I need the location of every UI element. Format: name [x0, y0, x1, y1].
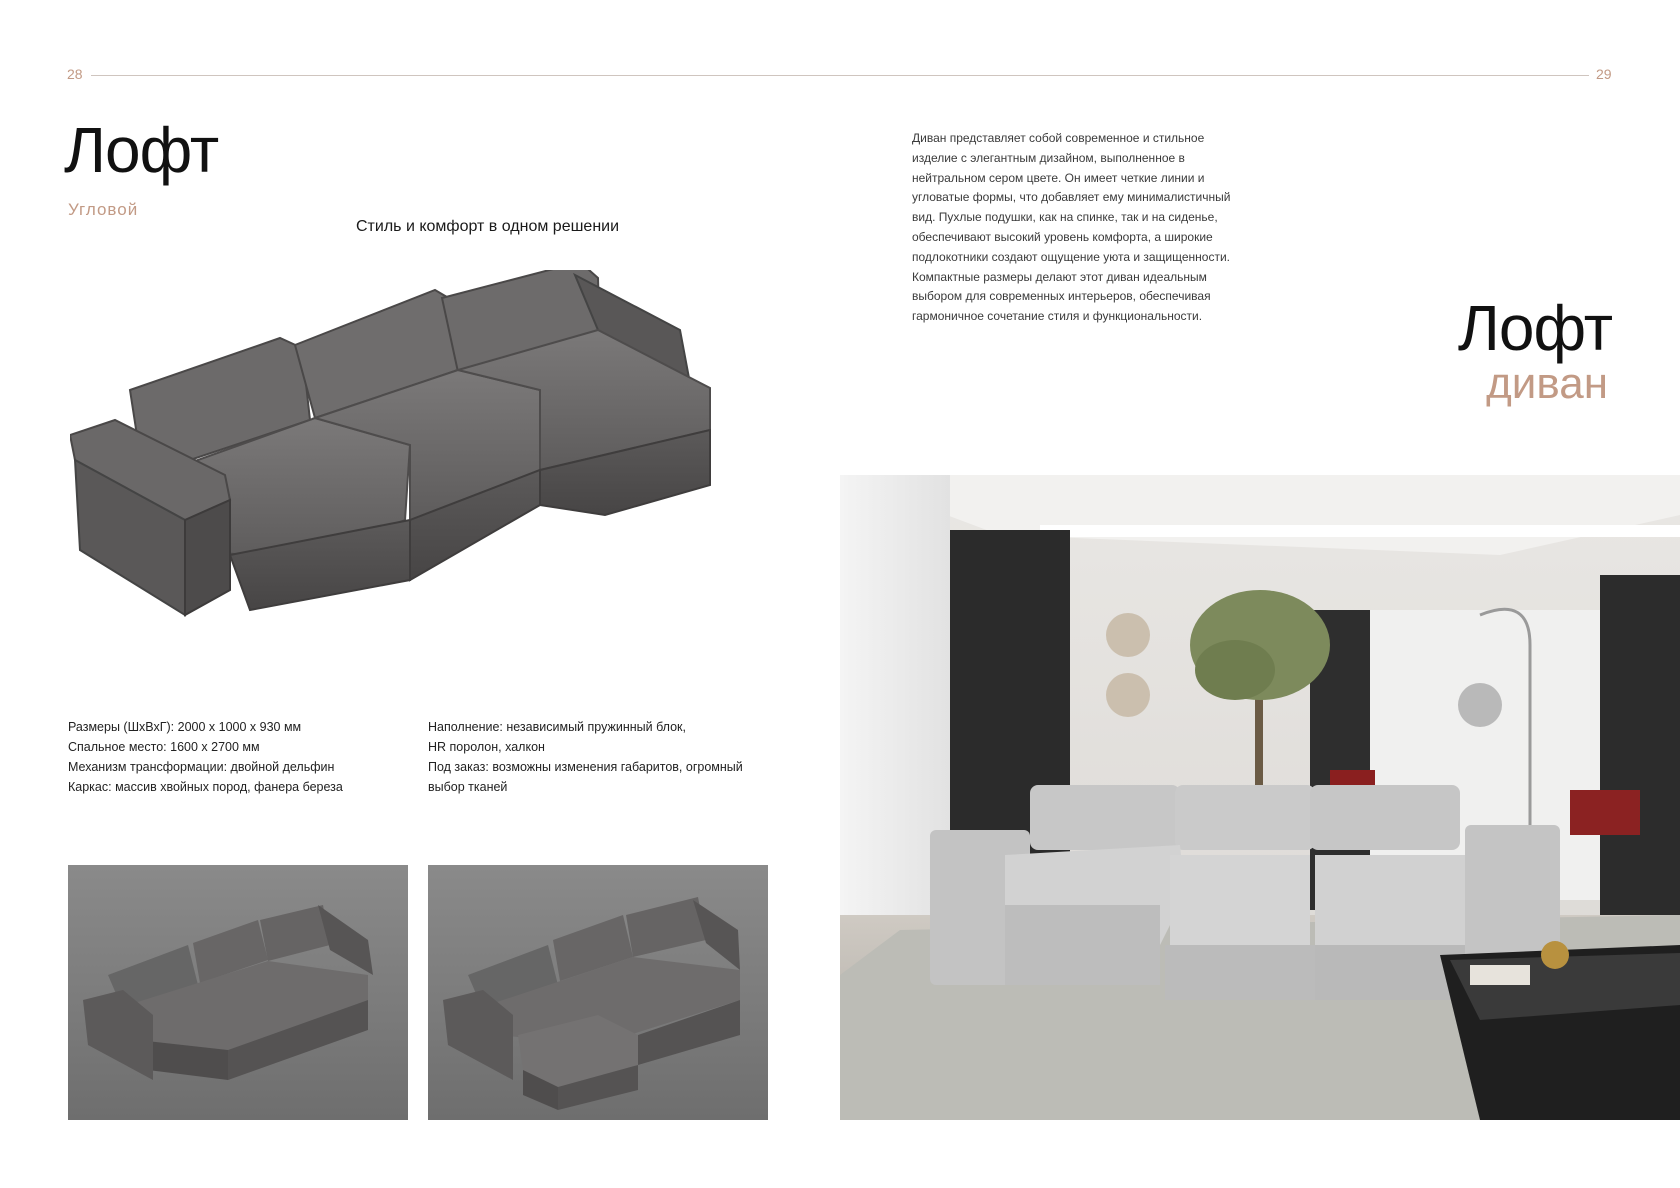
product-subtitle: Угловой	[68, 200, 139, 219]
interior-photo	[840, 475, 1680, 1120]
description-line: Диван представляет собой современное и стильное	[912, 131, 1205, 145]
spec-line: Каркас: массив хвойных пород, фанера береза	[68, 780, 343, 794]
spec-line: Механизм трансформации: двойной дельфин	[68, 760, 335, 774]
spec-line: Наполнение: независимый пружинный блок,	[428, 720, 686, 734]
product-title-right: Лофт	[1457, 292, 1612, 364]
product-description	[912, 129, 1252, 327]
sofa-thumbnail-assembled	[68, 865, 408, 1120]
description-line: угловатые формы, что добавляет ему минималистичный	[912, 190, 1231, 205]
product-subtitle-right: диван	[1486, 359, 1608, 408]
sofa-thumbnail-unfolded	[428, 865, 768, 1120]
spec-line: Под заказ: возможны изменения габаритов, огромный	[428, 760, 743, 774]
description-line: выбором для современных интерьеров, обеспечивая	[912, 289, 1211, 304]
header-divider	[91, 75, 1589, 76]
spec-line: Размеры (ШхВхГ): 2000 х 1000 х 930 мм	[68, 720, 302, 734]
spec-line: HR поролон, халкон	[428, 740, 545, 754]
description-line: вид. Пухлые подушки, как на спинке, так и на сиденье,	[912, 210, 1218, 225]
description-line: обеспечивают высокий уровень комфорта, а широкие	[912, 229, 1213, 244]
product-title: Лофт	[64, 114, 219, 186]
spec-line: выбор тканей	[428, 780, 508, 794]
description-line: подлокотники создают ощущение уюта и защищенности.	[912, 249, 1230, 264]
description-line: гармоничное сочетание стиля и функциональности.	[912, 309, 1203, 324]
corner-sofa-image	[70, 270, 770, 670]
specs-column-1	[68, 717, 408, 797]
description-line: Компактные размеры делают этот диван идеальным	[912, 269, 1207, 284]
description-line: изделие с элегантным дизайном, выполненное в	[912, 150, 1185, 165]
spec-line: Спальное место: 1600 х 2700 мм	[68, 740, 260, 754]
page-number-right: 29	[1596, 66, 1612, 82]
tagline: Стиль и комфорт в одном решении	[356, 218, 620, 235]
page-number-left: 28	[67, 66, 83, 82]
specs-column-2	[428, 717, 788, 797]
description-line: нейтральном сером цвете. Он имеет четкие линии и	[912, 170, 1205, 185]
